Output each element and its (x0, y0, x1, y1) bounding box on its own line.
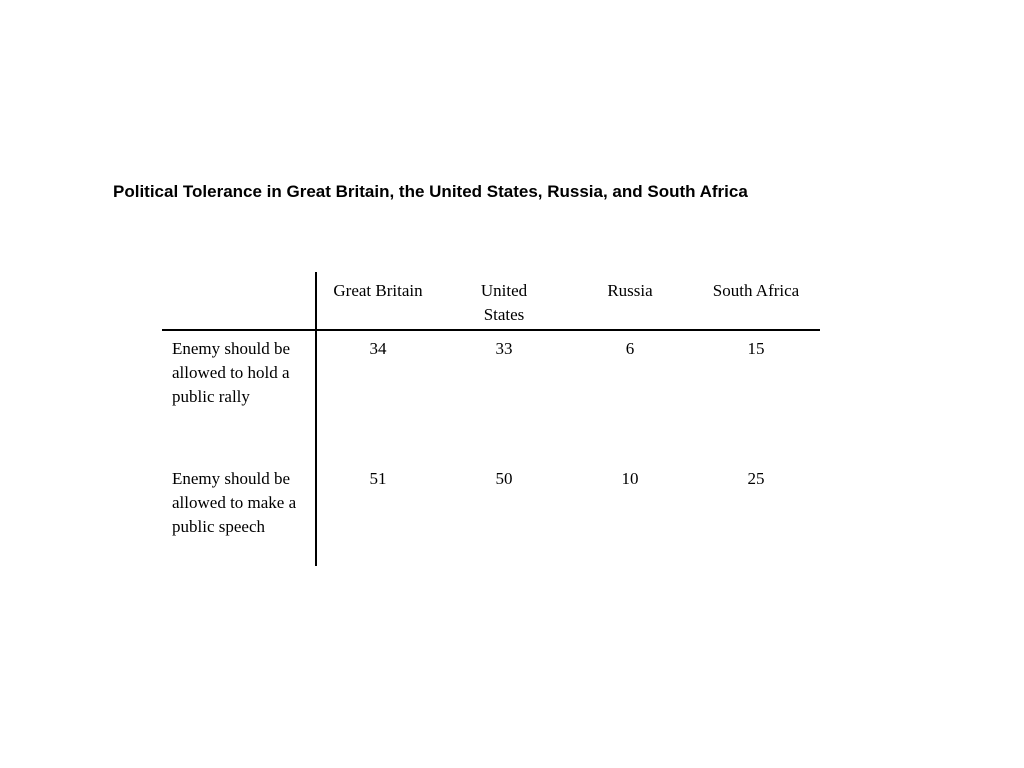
table-cell: 50 (495, 469, 513, 488)
column-header-great-britain: Great Britain (333, 281, 423, 300)
table-cell: 6 (625, 339, 635, 358)
column-header-russia: Russia (607, 281, 653, 300)
table-title: Political Tolerance in Great Britain, the United States, Russia, and South Africa (113, 182, 748, 201)
table-cell: 34 (369, 339, 387, 358)
table-cell: 51 (369, 469, 387, 488)
table-cell: 10 (621, 469, 639, 488)
column-header-south-africa: South Africa (712, 281, 800, 300)
column-header-united-states: United States (480, 281, 528, 324)
header-divider-line (162, 329, 820, 331)
table-cell: 15 (747, 339, 765, 358)
row-header-public-rally: Enemy should be allowed to hold a public rally (172, 339, 291, 406)
column-divider-line (315, 272, 317, 566)
table-cell: 25 (747, 469, 765, 488)
table-cell: 33 (495, 339, 513, 358)
row-header-public-speech: Enemy should be allowed to make a public speech (172, 469, 297, 536)
